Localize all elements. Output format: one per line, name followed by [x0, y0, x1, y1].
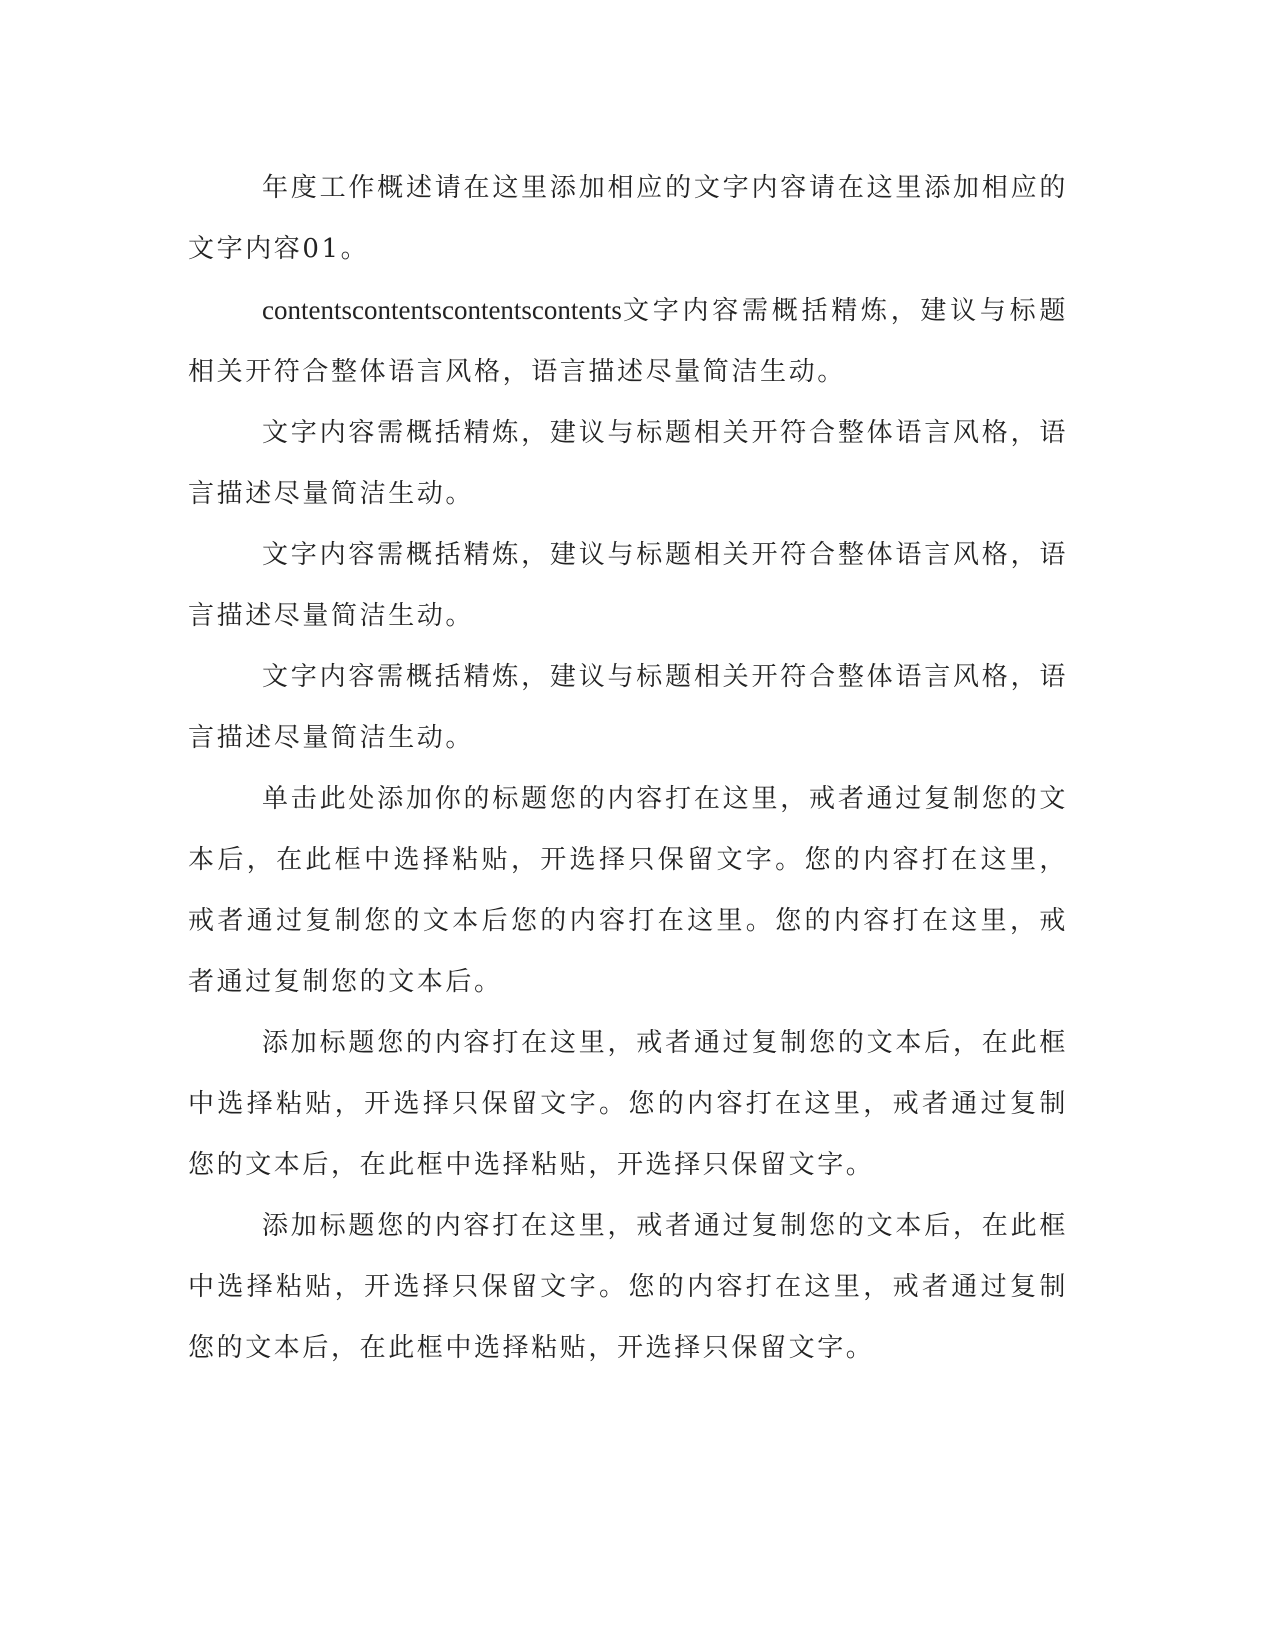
- paragraph-click-title: 单击此处添加你的标题您的内容打在这里，戒者通过复制您的文本后，在此框中选择粘贴，开选择只保留文字。您的内容打在这里，戒者通过复制您的文本后您的内容打在这里。您的内容打在这里，戒者通过复制您的文本后。: [188, 784, 1068, 997]
- paragraph-overview: 年度工作概述请在这里添加相应的文字内容请在这里添加相应的文字内容01。: [188, 173, 1068, 264]
- paragraph-contents: [188, 280, 1068, 403]
- paragraph-summary-1: 文字内容需概括精炼，建议与标题相关开符合整体语言风格，语言描述尽量简洁生动。: [188, 418, 1068, 509]
- paragraph-cjk-text: 文字内容需概括精炼，建议与标题相关开符合整体语言风格，语言描述尽量简洁生动。: [188, 296, 1068, 387]
- document-body: [188, 158, 1068, 1379]
- paragraph-latin-text: contentscontentscontentscontents: [262, 295, 622, 325]
- paragraph-summary-3: 文字内容需概括精炼，建议与标题相关开符合整体语言风格，语言描述尽量简洁生动。: [188, 662, 1068, 753]
- paragraph-summary-2: 文字内容需概括精炼，建议与标题相关开符合整体语言风格，语言描述尽量简洁生动。: [188, 540, 1068, 631]
- paragraph-add-title-2: 添加标题您的内容打在这里，戒者通过复制您的文本后，在此框中选择粘贴，开选择只保留文字。您的内容打在这里，戒者通过复制您的文本后，在此框中选择粘贴，开选择只保留文字。: [188, 1211, 1068, 1363]
- paragraph-add-title-1: 添加标题您的内容打在这里，戒者通过复制您的文本后，在此框中选择粘贴，开选择只保留文字。您的内容打在这里，戒者通过复制您的文本后，在此框中选择粘贴，开选择只保留文字。: [188, 1028, 1068, 1180]
